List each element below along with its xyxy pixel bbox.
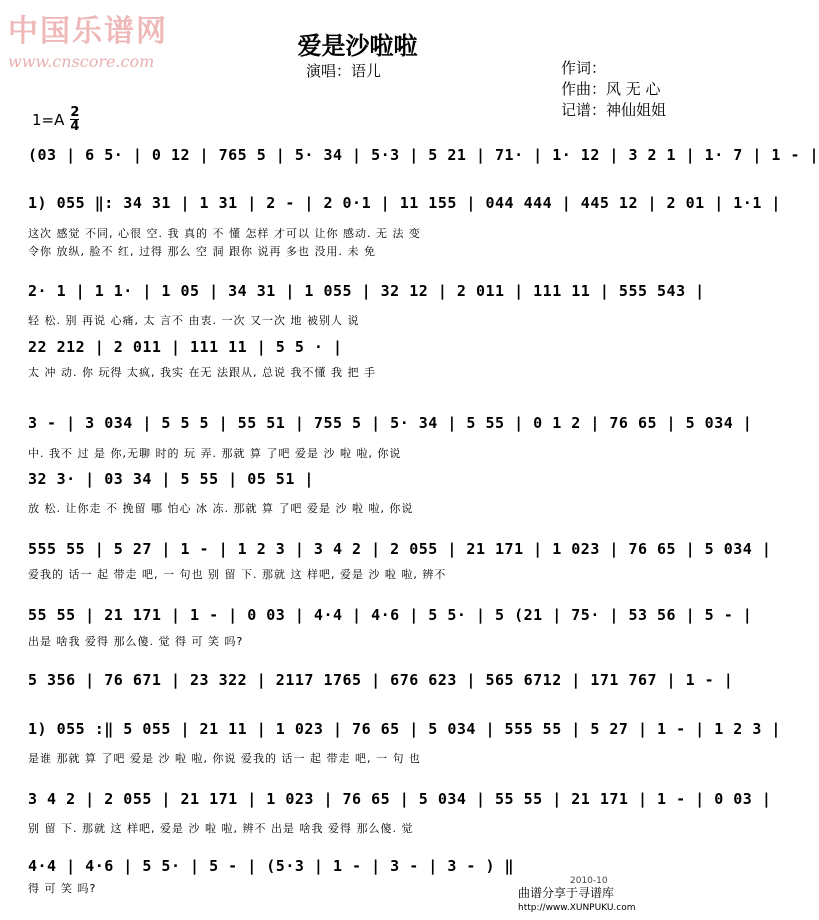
key-label: 1=A bbox=[32, 110, 65, 129]
notation-by: 记谱：神仙姐姐 bbox=[561, 101, 667, 119]
lyric-line: 这次 感觉 不同, 心很 空. 我 真的 不 懂 怎样 才可以 让你 感动. 无 法 变 bbox=[28, 227, 421, 240]
notation-line: 2· 1 | 1 1· | 1 05 | 34 31 | 1 055 | 32 12 | 2 011 | 111 11 | 555 543 | bbox=[28, 282, 705, 300]
key-signature bbox=[32, 106, 79, 133]
notation-line: 3 - | 3 034 | 5 5 5 | 55 51 | 755 5 | 5· 34 | 5 55 | 0 1 2 | 76 65 | 5 034 | bbox=[28, 414, 753, 432]
lyric-line: 爱我的 话一 起 带走 吧, 一 句也 别 留 下. 那就 这 样吧, 爱是 沙 啦 啦, 辨不 bbox=[28, 568, 447, 581]
lyric-line: 放 松. 让你走 不 挽留 哪 怕心 冰 冻. 那就 算 了吧 爱是 沙 啦 啦, 你说 bbox=[28, 502, 414, 515]
footer-source: 曲谱分享于寻谱库 bbox=[518, 886, 615, 900]
lyric-line: 别 留 下. 那就 这 样吧, 爱是 沙 啦 啦, 辨不 出是 啥我 爱得 那么傻. 觉 bbox=[28, 822, 414, 835]
lyric-line: 令你 放纵, 脸不 红, 过得 那么 空 洞 跟你 说再 多也 没用. 未 免 bbox=[28, 245, 376, 258]
footer-url: http://www.XUNPUKU.com bbox=[518, 903, 636, 913]
lyric-line: 是谁 那就 算 了吧 爱是 沙 啦 啦, 你说 爱我的 话一 起 带走 吧, 一 句 也 bbox=[28, 752, 421, 765]
notation-line: 3 4 2 | 2 055 | 21 171 | 1 023 | 76 65 | 5 034 | 55 55 | 21 171 | 1 - | 0 03 | bbox=[28, 790, 772, 808]
time-signature bbox=[70, 106, 79, 133]
notation-line: 5 356 | 76 671 | 23 322 | 2117 1765 | 676 623 | 565 6712 | 171 767 | 1 - | bbox=[28, 671, 734, 689]
footer-date: 2010-10 bbox=[570, 876, 608, 886]
credits bbox=[561, 58, 666, 121]
notation-line: 55 55 | 21 171 | 1 - | 0 03 | 4·4 | 4·6 | 5 5· | 5 (21 | 75· | 53 56 | 5 - | bbox=[28, 606, 753, 624]
lyric-line: 得 可 笑 吗? bbox=[28, 882, 97, 895]
watermark-cn: 中国乐谱网 bbox=[8, 14, 168, 49]
lyric-line: 中. 我不 过 是 你,无聊 时的 玩 弄. 那就 算 了吧 爱是 沙 啦 啦, 你说 bbox=[28, 447, 402, 460]
notation-line: (03 | 6 5· | 0 12 | 765 5 | 5· 34 | 5·3 | 5 21 | 71· | 1· 12 | 3 2 1 | 1· 7 | 1 - | bbox=[28, 146, 819, 164]
notation-line: 1) 055 :‖ 5 055 | 21 11 | 1 023 | 76 65 | 5 034 | 555 55 | 5 27 | 1 - | 1 2 3 | bbox=[28, 720, 781, 738]
notation-line: 32 3· | 03 34 | 5 55 | 05 51 | bbox=[28, 470, 314, 488]
lyric-line: 轻 松. 别 再说 心痛, 太 言不 由衷. 一次 又一次 地 被别人 说 bbox=[28, 314, 360, 327]
watermark-url: www.cnscore.com bbox=[8, 52, 155, 71]
lyric-line: 出是 啥我 爱得 那么傻. 觉 得 可 笑 吗? bbox=[28, 635, 244, 648]
time-top: 2 bbox=[70, 105, 80, 120]
song-title: 爱是沙啦啦 bbox=[297, 32, 418, 60]
composer: 作曲：风 无 心 bbox=[561, 80, 661, 98]
notation-line: 1) 055 ‖: 34 31 | 1 31 | 2 - | 2 0·1 | 11 155 | 044 444 | 445 12 | 2 01 | 1·1 | bbox=[28, 194, 781, 212]
notation-line: 555 55 | 5 27 | 1 - | 1 2 3 | 3 4 2 | 2 055 | 21 171 | 1 023 | 76 65 | 5 034 | bbox=[28, 540, 772, 558]
lyricist: 作词： bbox=[561, 59, 607, 77]
lyric-line: 太 冲 动. 你 玩得 太疯, 我实 在无 法跟从, 总说 我不懂 我 把 手 bbox=[28, 366, 376, 379]
singer: 演唱：语儿 bbox=[306, 62, 382, 80]
notation-line: 4·4 | 4·6 | 5 5· | 5 - | (5·3 | 1 - | 3 - | 3 - ) ‖ bbox=[28, 857, 515, 875]
footer bbox=[518, 884, 636, 913]
time-bottom: 4 bbox=[70, 119, 80, 134]
notation-line: 22 212 | 2 011 | 111 11 | 5 5 · | bbox=[28, 338, 343, 356]
